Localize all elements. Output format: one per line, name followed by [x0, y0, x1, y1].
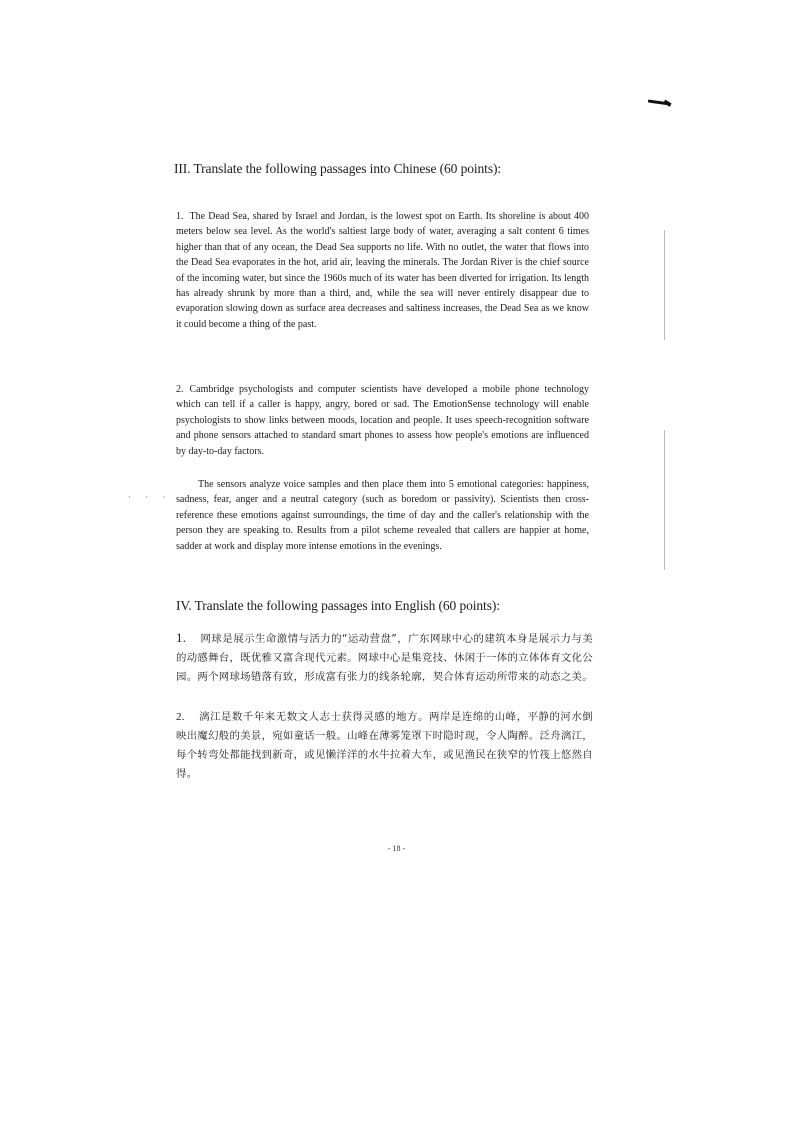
scan-artifact-line — [664, 430, 665, 570]
passage-3-2 — [176, 382, 589, 459]
passage-number: 2. — [176, 711, 185, 723]
scan-artifact-dots: · · · — [128, 492, 172, 502]
page-number: - 18 - — [387, 844, 406, 853]
passage-3-2-continued — [176, 477, 589, 554]
passage-text: The Dead Sea, shared by Israel and Jordan, is the lowest spot on Earth. Its shoreline is about 400 meters below sea level. As the world's saltiest large body of water, averaging a salt content 6 times higher than that of any ocean, the Dead Sea supports no life. With no outlet, the water that flows into the Dead Sea evaporates in the hot, arid air, leaving the minerals. The Jordan River is the chief source of the incoming water, but since the 1960s much of its water has been diverted for irrigation. Its length has already shrunk by more than a third, and, while the sea will never entirely disappear due to evaporation slowing down as surface area decreases and saltiness increases, the Dead Sea as we know it could become a thing of the past. — [176, 211, 589, 330]
section-3-heading: III. Translate the following passages into Chinese (60 points): — [174, 161, 502, 176]
scan-artifact-mark — [648, 99, 670, 105]
passage-number: 2. — [176, 384, 184, 395]
scan-artifact-line — [664, 230, 665, 340]
passage-4-2 — [176, 708, 593, 784]
passage-text: 漓江是数千年来无数文人志士获得灵感的地方。两岸是连绵的山峰，平静的河水倒映出魔幻般的美景，宛如童话一般。山峰在薄雾笼罩下时隐时现，令人陶醉。泛舟漓江，每个转弯处都能找到新奇，或见懒洋洋的水牛拉着大车，或见渔民在狭窄的竹筏上悠然自得。 — [176, 711, 593, 780]
passage-number: 1. — [176, 630, 187, 645]
passage-number: 1. — [176, 211, 184, 222]
passage-text: Cambridge psychologists and computer scientists have developed a mobile phone technology which can tell if a caller is happy, angry, bored or sad. The EmotionSense technology will enable psychologists to show links between moods, location and people. It uses speech-recognition software and phone sensors attached to standard smart phones to assess how people's emotions are influenced by day-to-day factors. — [176, 384, 589, 457]
passage-text: The sensors analyze voice samples and then place them into 5 emotional categories: happiness, sadness, fear, anger and a neutral category (such as boredom or passivity). Scientists then cross-reference these emotions against surroundings, the time of day and the caller's relationship with the person they are speaking to. Results from a pilot scheme revealed that callers are happier at home, sadder at work and display more intense emotions in the evenings. — [176, 479, 589, 552]
passage-3-1 — [176, 209, 589, 332]
passage-4-1 — [176, 628, 593, 687]
passage-text: 网球是展示生命激情与活力的“运动营盘”，广东网球中心的建筑本身是展示力与美的动感舞台，既优雅又富含现代元素。网球中心是集竞技、休闲于一体的立体体育文化公园。两个网球场错落有致，形成富有张力的线条轮廓，契合体育运动所带来的动态之美。 — [176, 633, 593, 683]
section-4-heading: IV. Translate the following passages into English (60 points): — [176, 598, 500, 613]
